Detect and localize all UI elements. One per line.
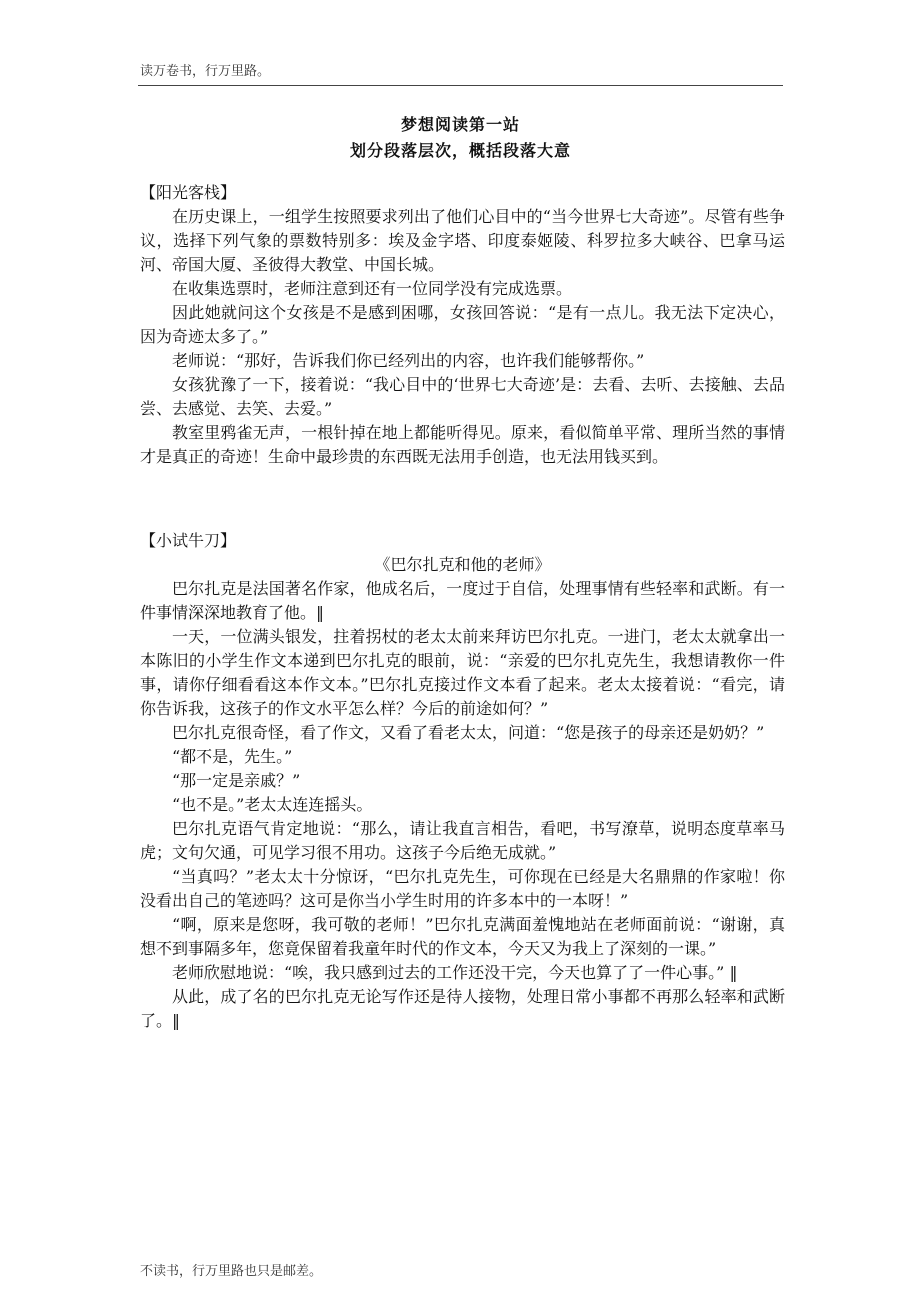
main-title: 梦想阅读第一站 xyxy=(400,115,520,134)
document-body xyxy=(140,181,785,1033)
title-block xyxy=(138,112,783,164)
sub-title: 划分段落层次，概括段落大意 xyxy=(349,141,571,160)
paragraph: “当真吗？”老太太十分惊讶，“巴尔扎克先生，可你现在已经是大名鼎鼎的作家啦！你没看出自己的笔迹吗？这可是你当小学生时用的许多本中的一本呀！” xyxy=(140,867,785,910)
paragraph: 老师说：“那好，告诉我们你已经列出的内容，也许我们能够帮你。” xyxy=(172,351,645,370)
section-spacer xyxy=(140,469,785,529)
paragraph: 一天，一位满头银发，拄着拐杖的老太太前来拜访巴尔扎克。一进门，老太太就拿出一本陈旧的小学生作文本递到巴尔扎克的眼前，说：“亲爱的巴尔扎克先生，我想请教你一件事，请你仔细看看这本作文本。”巴尔扎克接过作文本看了起来。老太太接着说：“看完，请你告诉我，这孩子的作文水平怎么样？今后的前途如何？” xyxy=(140,627,785,718)
footer-motto: 不读书，行万里路也只是邮差。 xyxy=(140,1264,323,1279)
header-divider xyxy=(138,85,783,86)
paragraph: “都不是，先生。” xyxy=(172,747,293,766)
header-motto: 读万卷书，行万里路。 xyxy=(140,64,271,79)
paragraph: 巴尔扎克是法国著名作家，他成名后，一度过于自信，处理事情有些轻率和武断。有一件事情深深地教育了他。‖ xyxy=(140,579,785,622)
paragraph: 教室里鸦雀无声，一根针掉在地上都能听得见。原来，看似简单平常、理所当然的事情才是真正的奇迹！生命中最珍贵的东西既无法用手创造，也无法用钱买到。 xyxy=(140,423,785,466)
paragraph: 因此她就问这个女孩是不是感到困哪，女孩回答说：“是有一点儿。我无法下定决心，因为奇迹太多了。” xyxy=(140,303,785,346)
paragraph: “啊，原来是您呀，我可敬的老师！”巴尔扎克满面羞愧地站在老师面前说：“谢谢，真想不到事隔多年，您竟保留着我童年时代的作文本，今天又为我上了深刻的一课。” xyxy=(140,915,785,958)
paragraph: 巴尔扎克语气肯定地说：“那么，请让我直言相告，看吧，书写潦草，说明态度草率马虎；文句欠通，可见学习很不用功。这孩子今后绝无成就。” xyxy=(140,819,785,862)
paragraph: “那一定是亲戚？” xyxy=(172,771,301,790)
paragraph: 在历史课上，一组学生按照要求列出了他们心目中的“当今世界七大奇迹”。尽管有些争议，选择下列气象的票数特别多：埃及金字塔、印度泰姬陵、科罗拉多大峡谷、巴拿马运河、帝国大厦、圣彼得大教堂、中国长城。 xyxy=(140,207,785,274)
paragraph: 从此，成了名的巴尔扎克无论写作还是待人接物，处理日常小事都不再那么轻率和武断了。‖ xyxy=(140,987,785,1030)
paragraph: 在收集选票时，老师注意到还有一位同学没有完成选票。 xyxy=(172,279,573,298)
paragraph: 女孩犹豫了一下，接着说：“我心目中的‘世界七大奇迹’是：去看、去听、去接触、去品尝、去感觉、去笑、去爱。” xyxy=(140,375,785,418)
section-label-sunshine-inn: 【阳光客栈】 xyxy=(140,183,237,202)
section-label-practice: 【小试牛刀】 xyxy=(140,531,237,550)
story-title: 《巴尔扎克和他的老师》 xyxy=(374,555,551,574)
paragraph: “也不是。”老太太连连摇头。 xyxy=(172,795,373,814)
paragraph: 老师欣慰地说：“唉，我只感到过去的工作还没干完，今天也算了了一件心事。” ‖ xyxy=(172,963,738,982)
paragraph: 巴尔扎克很奇怪，看了作文，又看了看老太太，问道：“您是孩子的母亲还是奶奶？” xyxy=(172,723,765,742)
